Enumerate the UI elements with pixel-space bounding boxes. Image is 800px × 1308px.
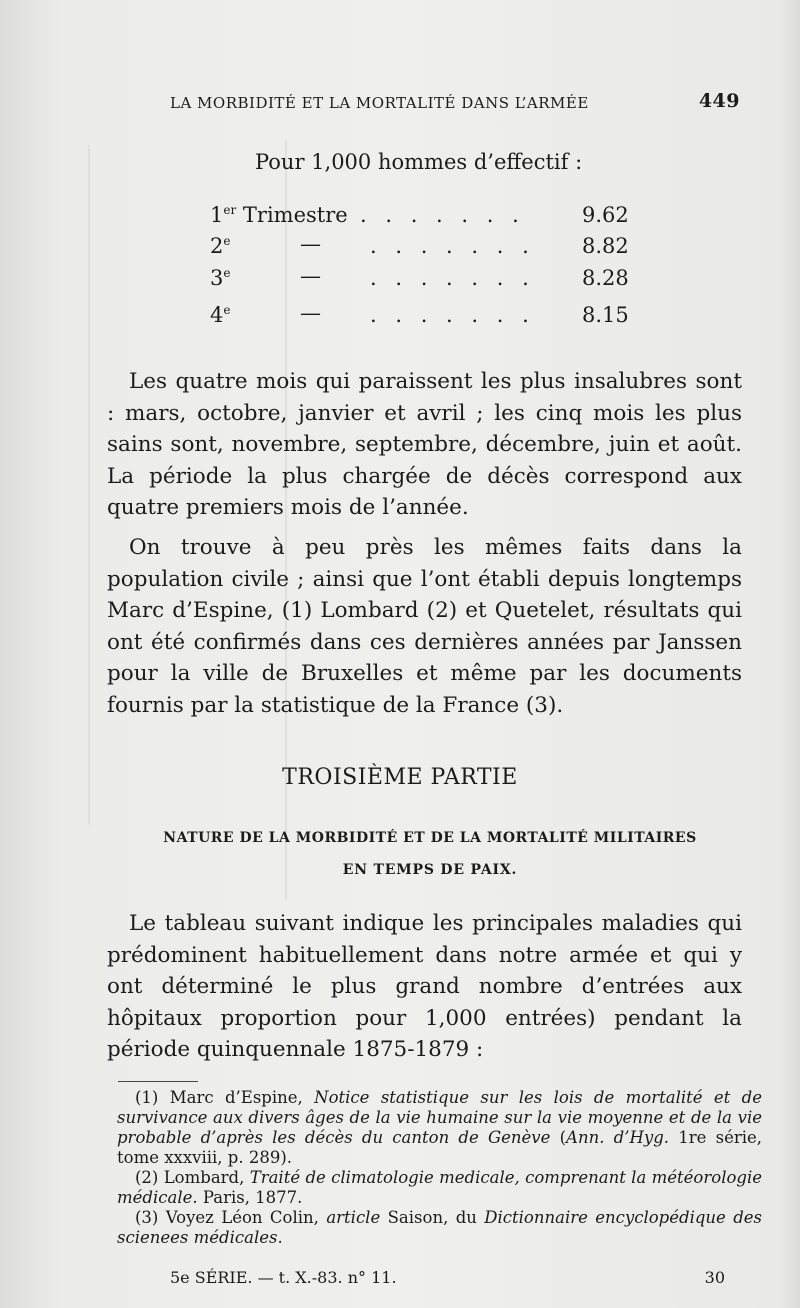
body-paragraph xyxy=(107,532,742,721)
leader-dots: . . . . . . . xyxy=(370,234,535,258)
leader-dots: . . . . . . . xyxy=(360,203,525,227)
paragraph-text: On trouve à peu près les mêmes faits dans la population civile ; ainsi que l’ont établi depuis longtemps Marc d’Espine, (1) Lombard (2) et Quetelet, résultats qui ont été confirmés dans ces dernières années par Janssen pour la ville de Bruxelles et même par les documents fournis par la statistique de la France (3). xyxy=(107,535,742,718)
running-title: LA MORBIDITÉ ET LA MORTALITÉ DANS L’ARMÉE xyxy=(170,94,589,112)
quarter-label: 4e xyxy=(210,303,231,327)
ditto-dash: — xyxy=(300,232,321,256)
section-title: NATURE DE LA MORBIDITÉ ET DE LA MORTALITÉ MILITAIRES xyxy=(163,830,697,846)
quarter-label: 3e xyxy=(210,266,231,290)
stats-intro: Pour 1,000 hommes d’effectif : xyxy=(255,150,583,174)
footnote-1: (1) Marc d’Espine, Notice statistique sur les lois de mortalité et de survivance aux divers âges de la vie humaine sur la vie moyenne et de la vie probable d’après les décès du canton de Genève (Ann. d’Hyg. 1re série, tome xxxviii, p. 289). xyxy=(117,1088,763,1167)
body-paragraph xyxy=(107,366,742,524)
paragraph-text: Les quatre mois qui paraissent les plus insalubres sont : mars, octobre, janvier et avril ; les cinq mois les plus sains sont, novembre, septembre, décembre, juin et août. La période la plus chargée de décès correspond aux quatre premiers mois de l’année. xyxy=(107,369,742,520)
leader-dots: . . . . . . . xyxy=(370,266,535,290)
stats-row xyxy=(210,266,630,296)
sheet-number: 30 xyxy=(704,1268,725,1287)
footnote-3: (3) Voyez Léon Colin, article Saison, du Dictionnaire encyclopédique des scienees médicales. xyxy=(117,1208,762,1247)
ditto-dash: — xyxy=(300,301,321,325)
body-paragraph xyxy=(107,908,742,1066)
stats-row xyxy=(210,303,630,333)
quarter-label: 2e xyxy=(210,234,231,258)
stats-row xyxy=(210,234,630,264)
ditto-dash: — xyxy=(300,264,321,288)
signature-mark: 5e SÉRIE. — t. X.-83. n° 11. xyxy=(170,1268,397,1287)
footnote-2: (2) Lombard, Traité de climatologie medicale, comprenant la météorologie médicale. Paris, 1877. xyxy=(117,1168,763,1207)
bleed-through-shadow xyxy=(88,145,90,825)
quarter-value: 8.15 xyxy=(582,303,629,327)
section-subtitle: EN TEMPS DE PAIX. xyxy=(342,862,518,878)
page-header xyxy=(170,90,740,118)
quarter-value: 8.82 xyxy=(582,234,629,258)
footnotes xyxy=(117,1088,762,1248)
quarter-label: 1er Trimestre xyxy=(210,203,348,227)
paragraph-text: Le tableau suivant indique les principales maladies qui prédominent habituellement dans notre armée et qui y ont déterminé le plus grand nombre d’entrées aux hôpitaux proportion pour 1,000 entrées) pendant la période quinquennale 1875-1879 : xyxy=(107,911,742,1062)
stats-row xyxy=(210,203,630,233)
quarter-value: 9.62 xyxy=(582,203,629,227)
part-title: TROISIÈME PARTIE xyxy=(282,765,518,790)
quarter-value: 8.28 xyxy=(582,266,629,290)
page-number: 449 xyxy=(698,90,740,112)
footnote-rule xyxy=(118,1081,198,1082)
leader-dots: . . . . . . . xyxy=(370,303,535,327)
page-footer xyxy=(170,1268,725,1294)
